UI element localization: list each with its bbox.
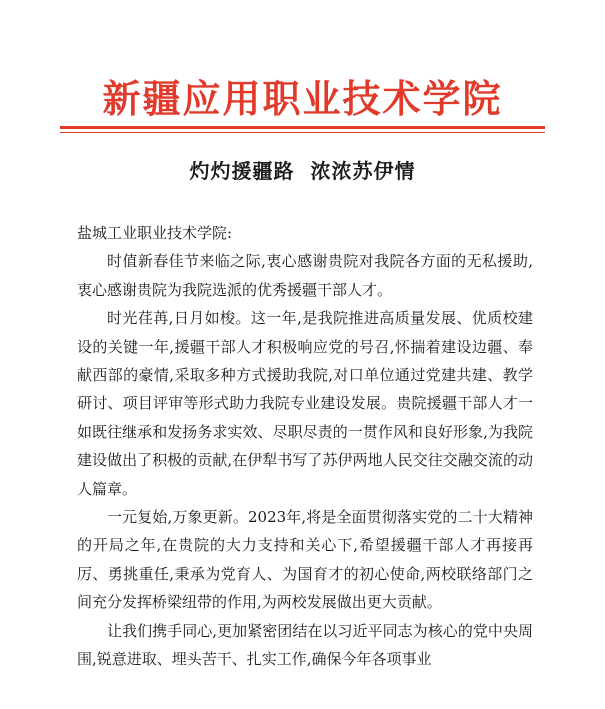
letter-body [77,219,533,674]
paragraph-3: 一元复始,万象更新。2023年,将是全面贯彻落实党的二十大精神的开局之年,在贵院的大力支持和关心下,希望援疆干部人才再接再厉、勇挑重任,秉承为党育人、为国育才的初心使命,两校联络部门之间充分发挥桥梁纽带的作用,为两校发展做出更大贡献。 [77,508,533,612]
institution-header: 新疆应用职业技术学院 [102,77,503,121]
paragraph-1: 时值新春佳节来临之际,衷心感谢贵院对我院各方面的无私援助,衷心感谢贵院为我院选派的优秀援疆干部人才。 [77,252,533,299]
paragraph-2: 时光荏苒,日月如梭。这一年,是我院推进高质量发展、优质校建设的关键一年,援疆干部人才积极响应党的号召,怀揣着建设边疆、奉献西部的豪情,采取多种方式援助我院,对口单位通过党建共建、教学研讨、项目评审等形式助力我院专业建设发展。贵院援疆干部人才一如既往继承和发扬务求实效、尽职尽责的一贯作风和良好形象,为我院建设做出了积极的贡献,在伊犁书写了苏伊两地人民交往交融交流的动人篇章。 [77,309,533,498]
paragraph-4: 让我们携手同心,更加紧密团结在以习近平同志为核心的党中央周围,锐意进取、埋头苦干、扎实工作,确保今年各项事业 [77,621,533,669]
title-part-2: 浓浓苏伊情 [310,159,416,183]
salutation: 盐城工业职业技术学院: [77,224,233,242]
title-part-1: 灼灼援疆路 [189,159,295,183]
header-rule-thin [60,132,545,133]
header-rule-thick [60,126,545,129]
document-title [0,155,605,184]
